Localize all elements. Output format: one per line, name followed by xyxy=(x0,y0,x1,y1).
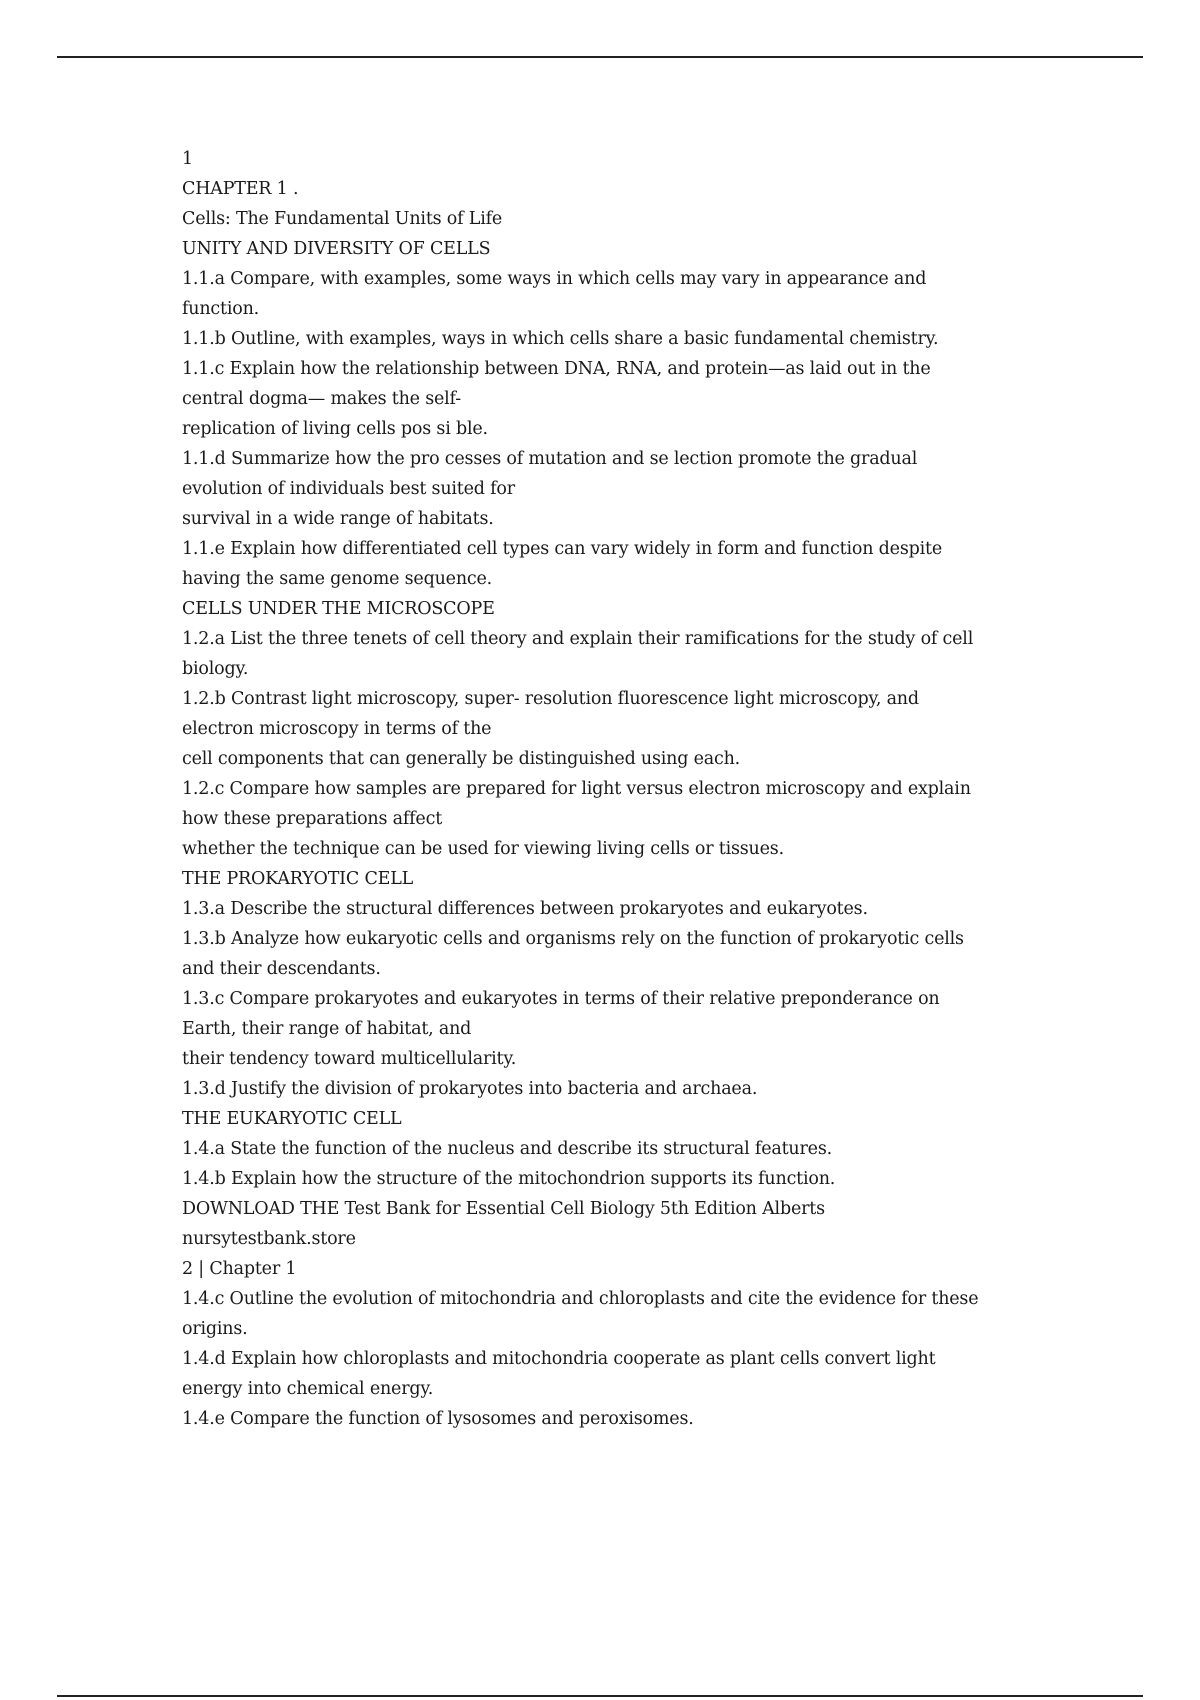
text-line: 1.3.c Compare prokaryotes and eukaryotes in terms of their relative preponderance on xyxy=(182,989,940,1009)
text-line: 1.1.e Explain how differentiated cell types can vary widely in form and function despite xyxy=(182,539,942,559)
page-number: 1 xyxy=(182,149,193,169)
text-line: 1.2.c Compare how samples are prepared for light versus electron microscopy and explain xyxy=(182,779,971,799)
website-text: nursytestbank.store xyxy=(182,1229,356,1249)
text-line: 1.2.b Contrast light microscopy, super- resolution fluorescence light microscopy, and xyxy=(182,689,919,709)
document-body xyxy=(182,144,1062,1434)
text-line: how these preparations affect xyxy=(182,809,443,829)
text-line: 1.1.d Summarize how the pro cesses of mutation and se lection promote the gradual xyxy=(182,449,918,469)
text-line: 1.4.c Outline the evolution of mitochondria and chloroplasts and cite the evidence for these xyxy=(182,1289,979,1309)
text-line: 1.3.d Justify the division of prokaryotes into bacteria and archaea. xyxy=(182,1079,758,1099)
text-line: 1.4.a State the function of the nucleus and describe its structural features. xyxy=(182,1139,832,1159)
section-heading: THE EUKARYOTIC CELL xyxy=(182,1109,402,1129)
running-header: 2 | Chapter 1 xyxy=(182,1259,297,1279)
text-line: 1.2.a List the three tenets of cell theory and explain their ramifications for the study of cell xyxy=(182,629,974,649)
footer-rule xyxy=(57,1695,1143,1697)
section-heading: CELLS UNDER THE MICROSCOPE xyxy=(182,599,495,619)
text-line: cell components that can generally be distinguished using each. xyxy=(182,749,741,769)
text-line: having the same genome sequence. xyxy=(182,569,493,589)
section-heading: THE PROKARYOTIC CELL xyxy=(182,869,414,889)
text-line: 1.4.b Explain how the structure of the mitochondrion supports its function. xyxy=(182,1169,836,1189)
text-line: biology. xyxy=(182,659,249,679)
download-notice: DOWNLOAD THE Test Bank for Essential Cell Biology 5th Edition Alberts xyxy=(182,1199,825,1219)
text-line: replication of living cells pos si ble. xyxy=(182,419,488,439)
text-line: and their descendants. xyxy=(182,959,381,979)
section-heading: UNITY AND DIVERSITY OF CELLS xyxy=(182,239,491,259)
text-line: 1.4.e Compare the function of lysosomes and peroxisomes. xyxy=(182,1409,694,1429)
chapter-label: CHAPTER 1 . xyxy=(182,179,299,199)
text-line: Earth, their range of habitat, and xyxy=(182,1019,472,1039)
text-line: function. xyxy=(182,299,260,319)
text-line: 1.4.d Explain how chloroplasts and mitochondria cooperate as plant cells convert light xyxy=(182,1349,936,1369)
text-line: 1.3.a Describe the structural differences between prokaryotes and eukaryotes. xyxy=(182,899,868,919)
chapter-title: Cells: The Fundamental Units of Life xyxy=(182,209,503,229)
text-line: electron microscopy in terms of the xyxy=(182,719,492,739)
text-line: 1.3.b Analyze how eukaryotic cells and organisms rely on the function of prokaryotic cells xyxy=(182,929,964,949)
text-line: 1.1.a Compare, with examples, some ways in which cells may vary in appearance and xyxy=(182,269,927,289)
text-line: 1.1.c Explain how the relationship between DNA, RNA, and protein—as laid out in the xyxy=(182,359,931,379)
text-line: their tendency toward multicellularity. xyxy=(182,1049,517,1069)
text-line: evolution of individuals best suited for xyxy=(182,479,515,499)
text-line: 1.1.b Outline, with examples, ways in which cells share a basic fundamental chemistry. xyxy=(182,329,939,349)
text-line: central dogma— makes the self- xyxy=(182,389,461,409)
text-line: whether the technique can be used for viewing living cells or tissues. xyxy=(182,839,784,859)
text-line: origins. xyxy=(182,1319,248,1339)
text-line: survival in a wide range of habitats. xyxy=(182,509,494,529)
header-rule xyxy=(57,56,1143,58)
text-line: energy into chemical energy. xyxy=(182,1379,434,1399)
